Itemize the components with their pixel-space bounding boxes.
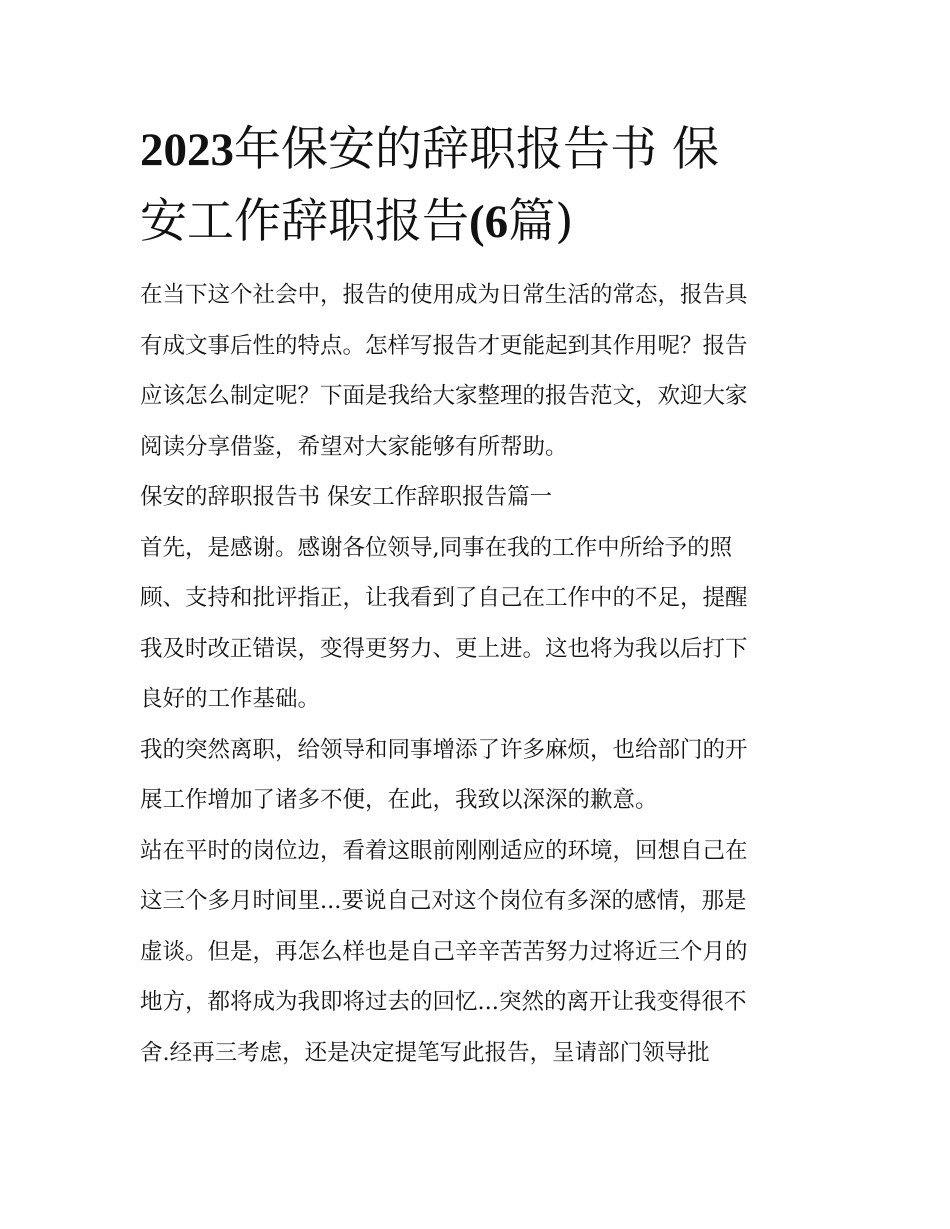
- section-heading: 保安的辞职报告书 保安工作辞职报告篇一: [140, 484, 553, 510]
- text-line: 应该怎么制定呢？下面是我给大家整理的报告范文，欢迎大家: [140, 383, 748, 409]
- intro-paragraph: [140, 270, 815, 472]
- paragraph-apology: [140, 725, 815, 826]
- document-body: [140, 270, 815, 1078]
- text-line: 这三个多月时间里...要说自己对这个岗位有多深的感情，那是: [140, 888, 747, 914]
- document-title: [140, 118, 815, 254]
- paragraph-thanks: [140, 523, 815, 725]
- text-line: 地方，都将成为我即将过去的回忆...突然的离开让我变得很不: [140, 989, 747, 1015]
- title-text-2b: 篇): [508, 194, 574, 249]
- text-line: 虚谈。但是，再怎么样也是自己辛辛苦苦努力过将近三个月的: [140, 938, 748, 965]
- text-line: 我的突然离职，给领导和同事增添了许多麻烦，也给部门的开: [140, 736, 748, 763]
- document-page: [140, 118, 815, 1078]
- text-line: 阅读分享借鉴，希望对大家能够有所帮助。: [140, 433, 568, 460]
- title-text-1: 年保安的辞职报告书 保: [234, 122, 719, 177]
- text-line: 良好的工作基础。: [140, 686, 321, 712]
- title-count: (6: [469, 196, 509, 248]
- text-line: 展工作增加了诸多不便，在此，我致以深深的歉意。: [140, 787, 658, 813]
- title-year: 2023: [140, 124, 234, 176]
- text-line: 我及时改正错误，变得更努力、更上进。这也将为我以后打下: [140, 635, 748, 662]
- text-line: 顾、支持和批评指正，让我看到了自己在工作中的不足，提醒: [140, 585, 748, 611]
- text-line: 舍.经再三考虑，还是决定提笔写此报告，呈请部门领导批: [140, 1039, 710, 1066]
- text-line: 有成文事后性的特点。怎样写报告才更能起到其作用呢？报告: [140, 332, 748, 359]
- title-line-2: [140, 190, 815, 254]
- text-line: 首先，是感谢。感谢各位领导,同事在我的工作中所给予的照: [140, 534, 733, 561]
- text-line: 在当下这个社会中，报告的使用成为日常生活的常态，报告具: [140, 282, 748, 308]
- title-line-1: [140, 118, 815, 182]
- title-text-2a: 安工作辞职报告: [140, 194, 469, 249]
- text-line: 站在平时的岗位边，看着这眼前刚刚适应的环境，回想自己在: [140, 837, 748, 864]
- paragraph-reflection: [140, 826, 815, 1079]
